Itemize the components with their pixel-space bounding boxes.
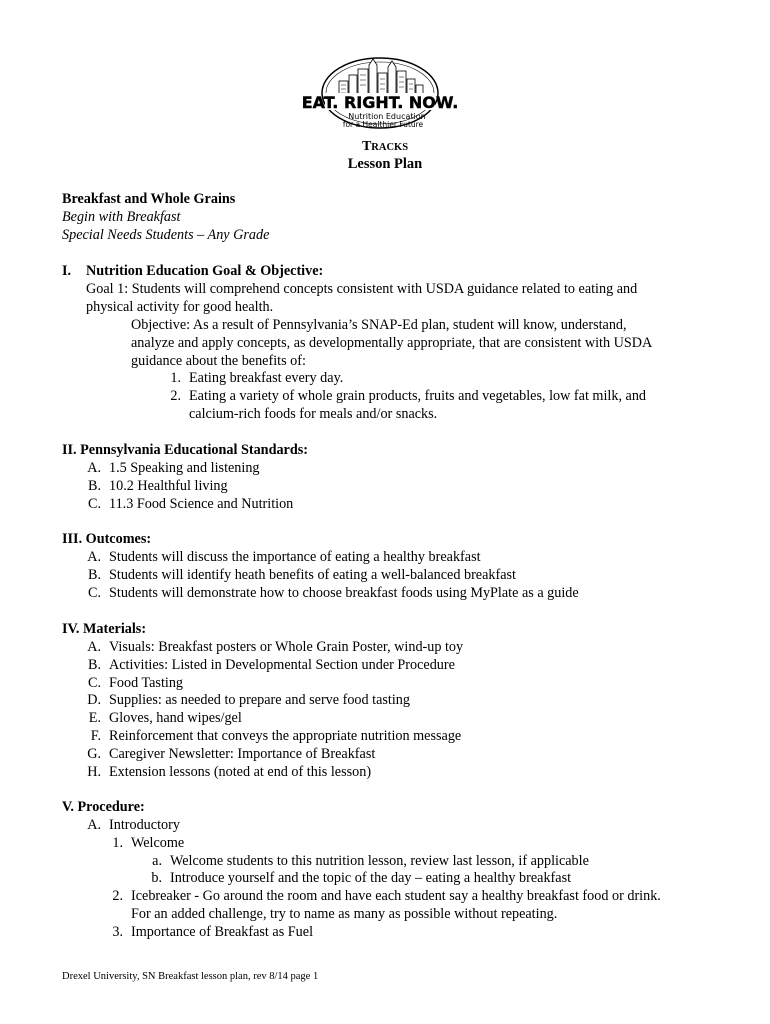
objective-line-2: analyze and apply concepts, as developmentally appropriate, that are consistent with USDA [131, 335, 653, 351]
section-2-heading: II. Pennsylvania Educational Standards: [62, 442, 308, 458]
list-label: C. [87, 496, 101, 512]
list-item [87, 496, 294, 514]
logo-title-text: EAT. RIGHT. NOW. [301, 93, 459, 112]
list-label: C. [87, 675, 101, 691]
list-text: Importance of Breakfast as Fuel [131, 924, 314, 940]
list-text: Welcome [131, 835, 185, 851]
list-text: Activities: Listed in Developmental Section under Procedure [109, 657, 455, 673]
list-label: D. [87, 692, 101, 708]
goal-line-2: physical activity for good health. [86, 299, 274, 315]
goal-line-1: Goal 1: Students will comprehend concepts consistent with USDA guidance related to eating and [86, 281, 638, 297]
list-text: Caregiver Newsletter: Importance of Breakfast [109, 746, 376, 762]
list-text: Students will demonstrate how to choose breakfast foods using MyPlate as a guide [109, 585, 579, 601]
list-item [87, 639, 464, 657]
list-item [88, 710, 242, 728]
list-item [87, 567, 516, 585]
objective-item [170, 388, 647, 406]
section-3-heading: III. Outcomes: [62, 531, 152, 547]
list-label: A. [87, 549, 101, 565]
list-text: Gloves, hand wipes/gel [109, 710, 242, 726]
tracks-rest: RACKS [371, 142, 409, 153]
list-text: Visuals: Breakfast posters or Whole Grain Poster, wind-up toy [109, 639, 464, 655]
list-item [90, 728, 462, 746]
list-label: C. [87, 585, 101, 601]
list-text: 10.2 Healthful living [109, 478, 228, 494]
list-label: B. [87, 567, 101, 583]
list-text: Welcome students to this nutrition lesson, review last lesson, if applicable [170, 853, 589, 869]
list-text: Food Tasting [109, 675, 184, 691]
list-text: Icebreaker - Go around the room and have each student say a healthy breakfast food or drink. [131, 888, 661, 904]
list-label: a. [152, 853, 162, 869]
list-label: 2. [170, 388, 181, 404]
list-label: G. [87, 746, 101, 762]
section-1-number: I. [62, 263, 72, 279]
list-item [87, 478, 228, 496]
logo-tagline-2: for a Healthier Future [342, 120, 424, 129]
list-item [87, 549, 481, 567]
objective-item-continuation: calcium-rich foods for meals and/or snacks. [189, 406, 438, 422]
tracks-heading [0, 138, 770, 157]
list-text: 1.5 Speaking and listening [109, 460, 260, 476]
list-text: Students will discuss the importance of eating a healthy breakfast [109, 549, 481, 565]
list-label: A. [87, 460, 101, 476]
procedure-step-continuation: For an added challenge, try to name as many as possible without repeating. [131, 906, 558, 922]
list-item [87, 675, 184, 693]
list-item [87, 817, 180, 835]
section-1-heading: Nutrition Education Goal & Objective: [86, 263, 324, 279]
section-5-heading: V. Procedure: [62, 799, 145, 815]
tracks-first-letter: T [361, 139, 372, 154]
list-label: B. [87, 478, 101, 494]
page-footer: Drexel University, SN Breakfast lesson plan, rev 8/14 page 1 [62, 971, 319, 982]
lesson-audience: Special Needs Students – Any Grade [62, 227, 270, 243]
list-label: b. [151, 870, 162, 886]
list-label: 2. [112, 888, 123, 904]
list-label: 3. [112, 924, 123, 940]
list-text: Extension lessons (noted at end of this lesson) [109, 764, 372, 780]
eat-right-now-logo [301, 55, 459, 135]
procedure-step [112, 924, 314, 942]
list-label: A. [87, 817, 101, 833]
procedure-step [112, 888, 661, 906]
list-item [87, 657, 455, 675]
list-text: Introductory [109, 817, 180, 833]
procedure-substep [151, 870, 572, 888]
list-label: 1. [170, 370, 181, 386]
lesson-plan-heading: Lesson Plan [347, 156, 423, 172]
list-text: 11.3 Food Science and Nutrition [109, 496, 294, 512]
list-text: Eating breakfast every day. [189, 370, 344, 386]
section-4-heading: IV. Materials: [62, 621, 147, 637]
list-label: A. [87, 639, 101, 655]
lesson-subtitle: Begin with Breakfast [62, 209, 181, 225]
list-item [87, 764, 372, 782]
procedure-step [112, 835, 185, 853]
list-label: E. [88, 710, 101, 726]
list-label: B. [87, 657, 101, 673]
logo-tagline-1: Nutrition Education [348, 112, 426, 121]
lesson-title: Breakfast and Whole Grains [62, 191, 236, 207]
list-item [87, 460, 260, 478]
list-label: F. [90, 728, 101, 744]
list-item [87, 746, 376, 764]
list-label: 1. [112, 835, 123, 851]
list-text: Students will identify heath benefits of eating a well-balanced breakfast [109, 567, 516, 583]
procedure-substep [152, 853, 589, 871]
list-text: Introduce yourself and the topic of the day – eating a healthy breakfast [170, 870, 572, 886]
list-item [87, 692, 410, 710]
list-text: Supplies: as needed to prepare and serve food tasting [109, 692, 410, 708]
list-text: Eating a variety of whole grain products, fruits and vegetables, low fat milk, and [189, 388, 647, 404]
objective-item [170, 370, 344, 388]
objective-line-3: guidance about the benefits of: [131, 353, 306, 369]
list-label: H. [87, 764, 101, 780]
list-text: Reinforcement that conveys the appropriate nutrition message [109, 728, 462, 744]
list-item [87, 585, 579, 603]
objective-line-1: Objective: As a result of Pennsylvania’s SNAP-Ed plan, student will know, understand, [131, 317, 627, 333]
